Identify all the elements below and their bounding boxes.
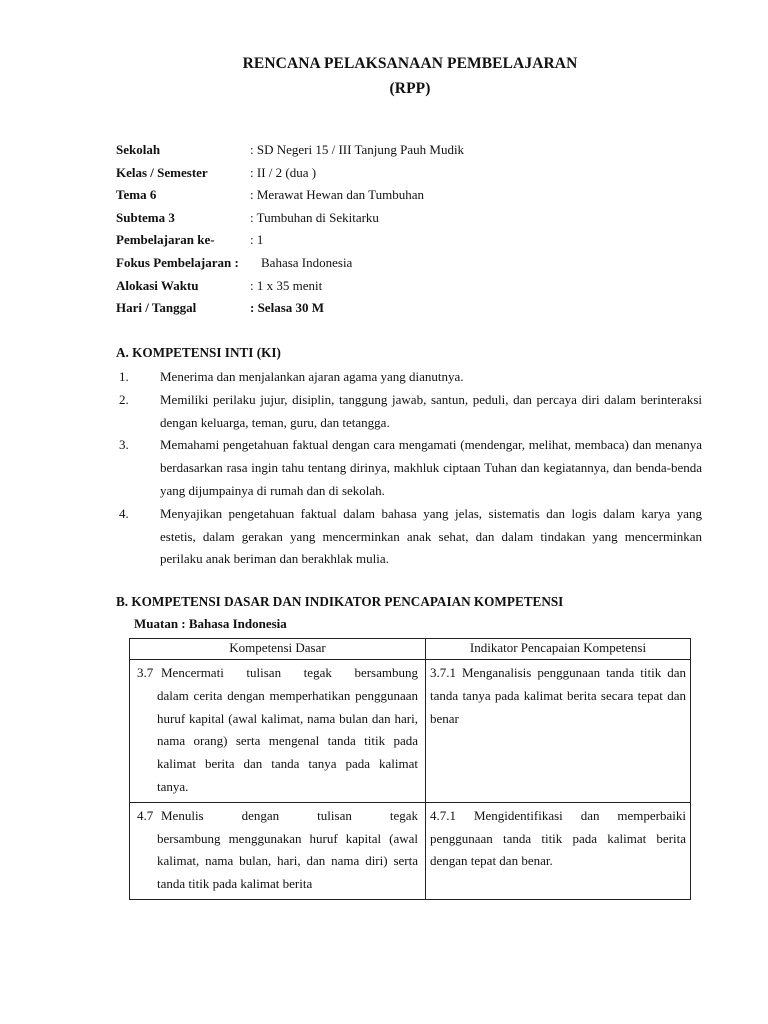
competency-text-first-line: Mencermati tulisan tegak bersambung — [161, 665, 418, 680]
info-value: : Merawat Hewan dan Tumbuhan — [250, 187, 425, 203]
competency-text: dalam cerita dengan memperhatikan penggunaan huruf kapital (awal kalimat, nama bulan dan hari, nama orang) serta mengenal tanda titik pada kalimat berita dan tanda tanya pada kalimat tanya. — [157, 687, 418, 794]
table-header-row — [130, 639, 691, 660]
subject-content-label: Muatan : Bahasa Indonesia — [134, 616, 287, 631]
info-value: : II / 2 (dua ) — [250, 164, 317, 180]
table-row — [130, 660, 691, 803]
column-header-basic-competency: Kompetensi Dasar — [130, 639, 426, 660]
info-label: Alokasi Waktu — [116, 277, 199, 293]
column-header-indicator: Indikator Pencapaian Kompetensi — [426, 639, 691, 660]
list-number: 3. — [119, 437, 129, 453]
info-label: Kelas / Semester — [116, 164, 208, 180]
info-value: : SD Negeri 15 / III Tanjung Pauh Mudik — [250, 142, 465, 157]
competency-number: 4.7 — [137, 807, 154, 823]
basic-competency-cell — [130, 660, 426, 803]
indicator-text: 3.7.1 Menganalisis penggunaan tanda titik dan tanda tanya pada kalimat berita secara tepat dan benar — [430, 665, 686, 726]
indicator-text: 4.7.1 Mengidentifikasi dan memperbaiki penggunaan tanda titik pada kalimat berita dengan tepat dan benar. — [430, 807, 686, 869]
competency-number: 3.7 — [137, 665, 154, 680]
info-value: Bahasa Indonesia — [261, 254, 353, 270]
info-value: : Tumbuhan di Sekitarku — [250, 209, 379, 225]
core-competency-list — [116, 366, 702, 571]
list-number: 2. — [119, 391, 129, 407]
info-label: Fokus Pembelajaran : — [116, 254, 239, 270]
info-label: Hari / Tanggal — [116, 300, 197, 316]
table-row — [130, 802, 691, 899]
list-number: 1. — [119, 369, 129, 384]
info-value: : 1 x 35 menit — [250, 277, 323, 293]
section-a-heading: A. KOMPETENSI INTI (KI) — [116, 345, 281, 360]
document-title: RENCANA PELAKSANAAN PEMBELAJARAN — [242, 55, 578, 72]
competency-table — [129, 638, 691, 900]
basic-competency-cell — [130, 802, 426, 899]
info-label: Subtema 3 — [116, 209, 175, 225]
list-item — [116, 389, 702, 435]
list-item — [116, 503, 702, 571]
list-number: 4. — [119, 505, 129, 521]
list-item — [116, 434, 702, 502]
info-value: : 1 — [250, 232, 264, 248]
document-subtitle: (RPP) — [389, 80, 431, 97]
list-text: Memahami pengetahuan faktual dengan cara mengamati (mendengar, melihat, membaca) dan menanya berdasarkan rasa ingin tahu tentang dirinya, makhluk ciptaan Tuhan dan kegiatannya, dan benda-benda yang dijumpainya di rumah dan di sekolah. — [160, 437, 702, 498]
list-text: Memiliki perilaku jujur, disiplin, tanggung jawab, santun, peduli, dan percaya diri dalam berinteraksi dengan keluarga, teman, guru, dan tetangga. — [160, 391, 702, 430]
list-text: Menyajikan pengetahuan faktual dalam bahasa yang jelas, sistematis dan logis dalam karya yang estetis, dalam gerakan yang mencerminkan anak sehat, dan dalam tindakan yang mencerminkan perilaku anak beriman dan berakhlak mulia. — [160, 505, 702, 567]
info-label: Pembelajaran ke- — [116, 232, 215, 248]
list-item — [116, 366, 702, 389]
indicator-cell — [426, 660, 691, 803]
list-text: Menerima dan menjalankan ajaran agama yang dianutnya. — [160, 369, 464, 384]
competency-text: bersambung menggunakan huruf kapital (awal kalimat, nama bulan, hari, dan nama diri) serta tanda titik pada kalimat berita — [157, 830, 418, 892]
indicator-cell — [426, 802, 691, 899]
competency-text-first-line: Menulis dengan tulisan tegak — [161, 807, 418, 823]
info-label: Sekolah — [116, 142, 161, 157]
section-b-heading: B. KOMPETENSI DASAR DAN INDIKATOR PENCAPAIAN KOMPETENSI — [116, 594, 564, 609]
info-value: : Selasa 30 M — [250, 300, 325, 316]
info-label: Tema 6 — [116, 187, 157, 203]
